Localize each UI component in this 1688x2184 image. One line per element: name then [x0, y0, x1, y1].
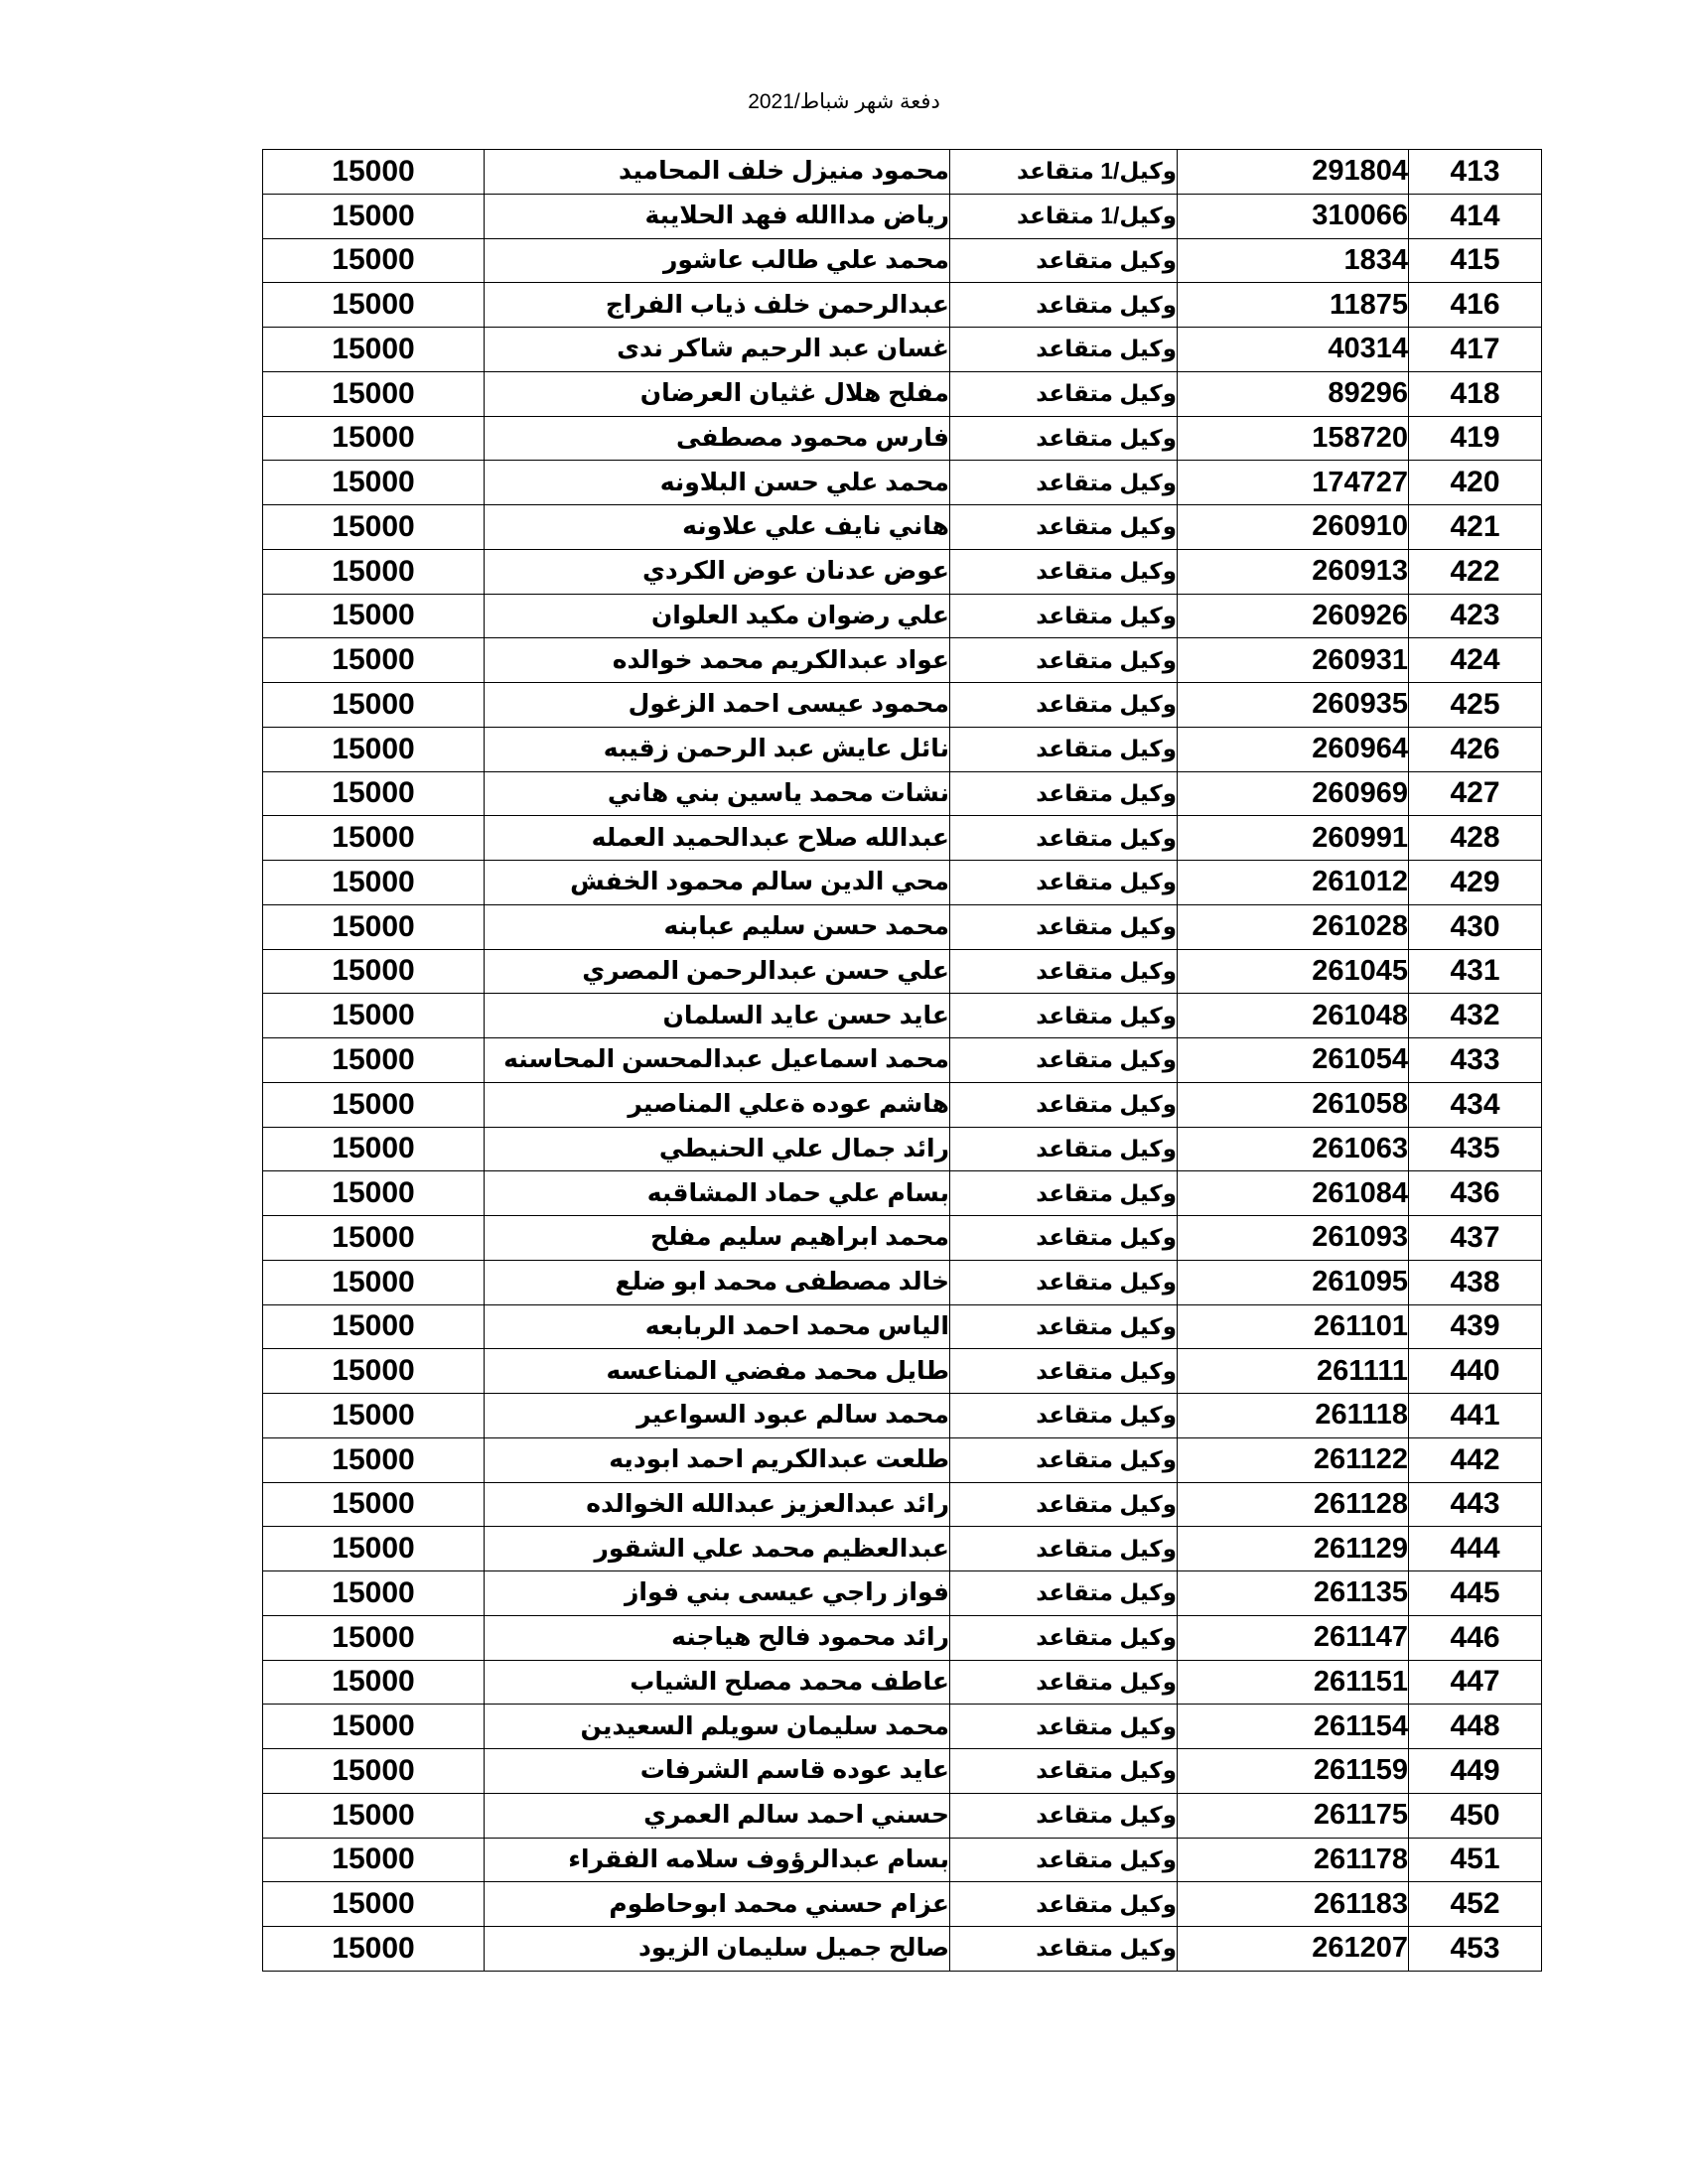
sequence-number-cell: 418 [1409, 371, 1542, 416]
table-row [263, 150, 1542, 195]
sequence-number-cell: 430 [1409, 904, 1542, 949]
id-number-cell: 260913 [1178, 549, 1409, 594]
role-cell: وكيل متقاعد [950, 1615, 1178, 1660]
table-row [263, 1260, 1542, 1304]
role-cell: وكيل متقاعد [950, 1394, 1178, 1438]
role-cell: وكيل متقاعد [950, 1171, 1178, 1216]
role-cell: وكيل/1 متقاعد [950, 194, 1178, 238]
table-row [263, 994, 1542, 1038]
role-cell: وكيل متقاعد [950, 683, 1178, 728]
amount-cell: 15000 [263, 1927, 485, 1972]
table-row [263, 238, 1542, 283]
name-cell: عواد عبدالكريم محمد خوالده [485, 638, 950, 683]
sequence-number-cell: 445 [1409, 1571, 1542, 1616]
id-number-cell: 261054 [1178, 1038, 1409, 1083]
role-cell: وكيل متقاعد [950, 416, 1178, 461]
amount-cell: 15000 [263, 1394, 485, 1438]
table-row [263, 727, 1542, 771]
sequence-number-cell: 438 [1409, 1260, 1542, 1304]
role-cell: وكيل متقاعد [950, 949, 1178, 994]
id-number-cell: 11875 [1178, 283, 1409, 328]
amount-cell: 15000 [263, 1838, 485, 1882]
sequence-number-cell: 413 [1409, 150, 1542, 195]
sequence-number-cell: 439 [1409, 1304, 1542, 1349]
sequence-number-cell: 417 [1409, 328, 1542, 372]
id-number-cell: 261151 [1178, 1660, 1409, 1705]
id-number-cell: 261118 [1178, 1394, 1409, 1438]
table-row [263, 1437, 1542, 1482]
amount-cell: 15000 [263, 1615, 485, 1660]
role-cell: وكيل متقاعد [950, 594, 1178, 638]
table-row [263, 1615, 1542, 1660]
name-cell: عبدالرحمن خلف ذياب الفراج [485, 283, 950, 328]
role-cell: وكيل متقاعد [950, 1927, 1178, 1972]
sequence-number-cell: 448 [1409, 1705, 1542, 1749]
role-cell: وكيل متقاعد [950, 505, 1178, 550]
role-cell: وكيل متقاعد [950, 461, 1178, 505]
name-cell: رائد محمود فالح هياجنه [485, 1615, 950, 1660]
name-cell: محمود منيزل خلف المحاميد [485, 150, 950, 195]
amount-cell: 15000 [263, 461, 485, 505]
role-cell: وكيل متقاعد [950, 861, 1178, 905]
role-cell: وكيل متقاعد [950, 1571, 1178, 1616]
sequence-number-cell: 415 [1409, 238, 1542, 283]
amount-cell: 15000 [263, 549, 485, 594]
amount-cell: 15000 [263, 771, 485, 816]
id-number-cell: 261084 [1178, 1171, 1409, 1216]
amount-cell: 15000 [263, 505, 485, 550]
name-cell: محمد اسماعيل عبدالمحسن المحاسنه [485, 1038, 950, 1083]
table-row [263, 816, 1542, 861]
role-cell: وكيل/1 متقاعد [950, 150, 1178, 195]
amount-cell: 15000 [263, 1571, 485, 1616]
amount-cell: 15000 [263, 638, 485, 683]
amount-cell: 15000 [263, 1482, 485, 1527]
table-row [263, 861, 1542, 905]
sequence-number-cell: 424 [1409, 638, 1542, 683]
name-cell: محمد سالم عبود السواعير [485, 1394, 950, 1438]
sequence-number-cell: 422 [1409, 549, 1542, 594]
sequence-number-cell: 433 [1409, 1038, 1542, 1083]
sequence-number-cell: 449 [1409, 1749, 1542, 1794]
role-cell: وكيل متقاعد [950, 638, 1178, 683]
amount-cell: 15000 [263, 150, 485, 195]
amount-cell: 15000 [263, 683, 485, 728]
amount-cell: 15000 [263, 1260, 485, 1304]
table-row [263, 1927, 1542, 1972]
role-cell: وكيل متقاعد [950, 994, 1178, 1038]
name-cell: محمد علي حسن البلاونه [485, 461, 950, 505]
id-number-cell: 261122 [1178, 1437, 1409, 1482]
name-cell: طلعت عبدالكريم احمد ابوديه [485, 1437, 950, 1482]
name-cell: محمد علي طالب عاشور [485, 238, 950, 283]
role-cell: وكيل متقاعد [950, 283, 1178, 328]
table-row [263, 683, 1542, 728]
sequence-number-cell: 437 [1409, 1216, 1542, 1261]
table-row [263, 1216, 1542, 1261]
name-cell: عايد عوده قاسم الشرفات [485, 1749, 950, 1794]
table-row [263, 1571, 1542, 1616]
name-cell: عبدالله صلاح عبدالحميد العمله [485, 816, 950, 861]
name-cell: عايد حسن عايد السلمان [485, 994, 950, 1038]
name-cell: علي حسن عبدالرحمن المصري [485, 949, 950, 994]
id-number-cell: 261045 [1178, 949, 1409, 994]
id-number-cell: 158720 [1178, 416, 1409, 461]
sequence-number-cell: 453 [1409, 1927, 1542, 1972]
sequence-number-cell: 425 [1409, 683, 1542, 728]
table-row [263, 1749, 1542, 1794]
table-row [263, 594, 1542, 638]
table-row [263, 1705, 1542, 1749]
id-number-cell: 261111 [1178, 1349, 1409, 1394]
sequence-number-cell: 435 [1409, 1127, 1542, 1171]
id-number-cell: 261207 [1178, 1927, 1409, 1972]
id-number-cell: 260910 [1178, 505, 1409, 550]
name-cell: هاشم عوده ةعلي المناصير [485, 1082, 950, 1127]
amount-cell: 15000 [263, 994, 485, 1038]
name-cell: عاطف محمد مصلح الشياب [485, 1660, 950, 1705]
role-cell: وكيل متقاعد [950, 1304, 1178, 1349]
sequence-number-cell: 420 [1409, 461, 1542, 505]
amount-cell: 15000 [263, 949, 485, 994]
id-number-cell: 291804 [1178, 150, 1409, 195]
name-cell: عوض عدنان عوض الكردي [485, 549, 950, 594]
amount-cell: 15000 [263, 1216, 485, 1261]
sequence-number-cell: 428 [1409, 816, 1542, 861]
table-row [263, 949, 1542, 994]
sequence-number-cell: 450 [1409, 1793, 1542, 1838]
table-row [263, 1793, 1542, 1838]
table-row [263, 1349, 1542, 1394]
sequence-number-cell: 443 [1409, 1482, 1542, 1527]
role-cell: وكيل متقاعد [950, 238, 1178, 283]
role-cell: وكيل متقاعد [950, 1349, 1178, 1394]
amount-cell: 15000 [263, 1527, 485, 1571]
table-row [263, 1171, 1542, 1216]
name-cell: محمد ابراهيم سليم مفلح [485, 1216, 950, 1261]
sequence-number-cell: 414 [1409, 194, 1542, 238]
sequence-number-cell: 423 [1409, 594, 1542, 638]
id-number-cell: 261183 [1178, 1882, 1409, 1927]
amount-cell: 15000 [263, 1749, 485, 1794]
id-number-cell: 310066 [1178, 194, 1409, 238]
name-cell: صالح جميل سليمان الزيود [485, 1927, 950, 1972]
role-cell: وكيل متقاعد [950, 771, 1178, 816]
sequence-number-cell: 452 [1409, 1882, 1542, 1927]
role-cell: وكيل متقاعد [950, 1482, 1178, 1527]
amount-cell: 15000 [263, 1171, 485, 1216]
id-number-cell: 174727 [1178, 461, 1409, 505]
id-number-cell: 261147 [1178, 1615, 1409, 1660]
role-cell: وكيل متقاعد [950, 1437, 1178, 1482]
table-row [263, 283, 1542, 328]
amount-cell: 15000 [263, 1705, 485, 1749]
role-cell: وكيل متقاعد [950, 1527, 1178, 1571]
sequence-number-cell: 434 [1409, 1082, 1542, 1127]
amount-cell: 15000 [263, 904, 485, 949]
role-cell: وكيل متقاعد [950, 371, 1178, 416]
table-row [263, 771, 1542, 816]
sequence-number-cell: 440 [1409, 1349, 1542, 1394]
table-row [263, 328, 1542, 372]
id-number-cell: 261093 [1178, 1216, 1409, 1261]
amount-cell: 15000 [263, 1882, 485, 1927]
id-number-cell: 261012 [1178, 861, 1409, 905]
table-row [263, 1527, 1542, 1571]
name-cell: فارس محمود مصطفى [485, 416, 950, 461]
id-number-cell: 260991 [1178, 816, 1409, 861]
role-cell: وكيل متقاعد [950, 1082, 1178, 1127]
table-row [263, 416, 1542, 461]
id-number-cell: 261175 [1178, 1793, 1409, 1838]
role-cell: وكيل متقاعد [950, 1793, 1178, 1838]
sequence-number-cell: 436 [1409, 1171, 1542, 1216]
amount-cell: 15000 [263, 861, 485, 905]
sequence-number-cell: 451 [1409, 1838, 1542, 1882]
table-row [263, 505, 1542, 550]
name-cell: علي رضوان مكيد العلوان [485, 594, 950, 638]
table-row [263, 1838, 1542, 1882]
table-row [263, 1038, 1542, 1083]
amount-cell: 15000 [263, 371, 485, 416]
name-cell: مفلح هلال غثيان العرضان [485, 371, 950, 416]
amount-cell: 15000 [263, 328, 485, 372]
amount-cell: 15000 [263, 416, 485, 461]
role-cell: وكيل متقاعد [950, 1838, 1178, 1882]
sequence-number-cell: 416 [1409, 283, 1542, 328]
role-cell: وكيل متقاعد [950, 1749, 1178, 1794]
amount-cell: 15000 [263, 1349, 485, 1394]
name-cell: محمود عيسى احمد الزغول [485, 683, 950, 728]
role-cell: وكيل متقاعد [950, 727, 1178, 771]
sequence-number-cell: 419 [1409, 416, 1542, 461]
sequence-number-cell: 429 [1409, 861, 1542, 905]
amount-cell: 15000 [263, 283, 485, 328]
name-cell: بسام عبدالرؤوف سلامه الفقراء [485, 1838, 950, 1882]
role-cell: وكيل متقاعد [950, 1660, 1178, 1705]
role-cell: وكيل متقاعد [950, 1705, 1178, 1749]
name-cell: محي الدين سالم محمود الخفش [485, 861, 950, 905]
amount-cell: 15000 [263, 1038, 485, 1083]
sequence-number-cell: 421 [1409, 505, 1542, 550]
id-number-cell: 261129 [1178, 1527, 1409, 1571]
id-number-cell: 261101 [1178, 1304, 1409, 1349]
amount-cell: 15000 [263, 1793, 485, 1838]
id-number-cell: 261159 [1178, 1749, 1409, 1794]
id-number-cell: 260931 [1178, 638, 1409, 683]
name-cell: نائل عايش عبد الرحمن زقيبه [485, 727, 950, 771]
role-cell: وكيل متقاعد [950, 1216, 1178, 1261]
sequence-number-cell: 432 [1409, 994, 1542, 1038]
amount-cell: 15000 [263, 1304, 485, 1349]
sequence-number-cell: 441 [1409, 1394, 1542, 1438]
id-number-cell: 261048 [1178, 994, 1409, 1038]
name-cell: هاني نايف علي علاونه [485, 505, 950, 550]
sequence-number-cell: 442 [1409, 1437, 1542, 1482]
table-row [263, 1882, 1542, 1927]
table-row [263, 371, 1542, 416]
role-cell: وكيل متقاعد [950, 1260, 1178, 1304]
name-cell: محمد حسن سليم عبابنه [485, 904, 950, 949]
name-cell: عبدالعظيم محمد علي الشقور [485, 1527, 950, 1571]
name-cell: غسان عبد الرحيم شاكر ندى [485, 328, 950, 372]
table-row [263, 1082, 1542, 1127]
id-number-cell: 261028 [1178, 904, 1409, 949]
name-cell: فواز راجي عيسى بني فواز [485, 1571, 950, 1616]
table-row [263, 1660, 1542, 1705]
name-cell: رياض مداالله فهد الحلايبة [485, 194, 950, 238]
amount-cell: 15000 [263, 594, 485, 638]
id-number-cell: 260969 [1178, 771, 1409, 816]
id-number-cell: 261135 [1178, 1571, 1409, 1616]
role-cell: وكيل متقاعد [950, 328, 1178, 372]
amount-cell: 15000 [263, 816, 485, 861]
name-cell: رائد عبدالعزيز عبدالله الخوالده [485, 1482, 950, 1527]
table-row [263, 1394, 1542, 1438]
id-number-cell: 89296 [1178, 371, 1409, 416]
name-cell: طايل محمد مفضي المناعسه [485, 1349, 950, 1394]
id-number-cell: 261058 [1178, 1082, 1409, 1127]
table-row [263, 904, 1542, 949]
name-cell: محمد سليمان سويلم السعيدين [485, 1705, 950, 1749]
amount-cell: 15000 [263, 1127, 485, 1171]
id-number-cell: 260926 [1178, 594, 1409, 638]
id-number-cell: 261178 [1178, 1838, 1409, 1882]
payment-table-body [263, 150, 1542, 1972]
role-cell: وكيل متقاعد [950, 816, 1178, 861]
table-row [263, 549, 1542, 594]
table-row [263, 1127, 1542, 1171]
name-cell: بسام علي حماد المشاقبه [485, 1171, 950, 1216]
id-number-cell: 261095 [1178, 1260, 1409, 1304]
id-number-cell: 261154 [1178, 1705, 1409, 1749]
role-cell: وكيل متقاعد [950, 1882, 1178, 1927]
id-number-cell: 261063 [1178, 1127, 1409, 1171]
id-number-cell: 40314 [1178, 328, 1409, 372]
amount-cell: 15000 [263, 1437, 485, 1482]
sequence-number-cell: 447 [1409, 1660, 1542, 1705]
payment-table [262, 149, 1542, 1972]
amount-cell: 15000 [263, 1660, 485, 1705]
name-cell: نشات محمد ياسين بني هاني [485, 771, 950, 816]
sequence-number-cell: 446 [1409, 1615, 1542, 1660]
role-cell: وكيل متقاعد [950, 904, 1178, 949]
amount-cell: 15000 [263, 238, 485, 283]
name-cell: عزام حسني محمد ابوحاطوم [485, 1882, 950, 1927]
amount-cell: 15000 [263, 194, 485, 238]
role-cell: وكيل متقاعد [950, 1038, 1178, 1083]
sequence-number-cell: 444 [1409, 1527, 1542, 1571]
role-cell: وكيل متقاعد [950, 549, 1178, 594]
sequence-number-cell: 431 [1409, 949, 1542, 994]
amount-cell: 15000 [263, 1082, 485, 1127]
table-row [263, 638, 1542, 683]
id-number-cell: 260935 [1178, 683, 1409, 728]
sequence-number-cell: 426 [1409, 727, 1542, 771]
table-row [263, 1482, 1542, 1527]
id-number-cell: 260964 [1178, 727, 1409, 771]
id-number-cell: 261128 [1178, 1482, 1409, 1527]
table-row [263, 461, 1542, 505]
name-cell: رائد جمال علي الحنيطي [485, 1127, 950, 1171]
amount-cell: 15000 [263, 727, 485, 771]
table-row [263, 1304, 1542, 1349]
page-title: دفعة شهر شباط/2021 [748, 90, 940, 113]
name-cell: خالد مصطفى محمد ابو ضلع [485, 1260, 950, 1304]
id-number-cell: 1834 [1178, 238, 1409, 283]
table-row [263, 194, 1542, 238]
sequence-number-cell: 427 [1409, 771, 1542, 816]
role-cell: وكيل متقاعد [950, 1127, 1178, 1171]
name-cell: حسني احمد سالم العمري [485, 1793, 950, 1838]
name-cell: الياس محمد احمد الربابعه [485, 1304, 950, 1349]
